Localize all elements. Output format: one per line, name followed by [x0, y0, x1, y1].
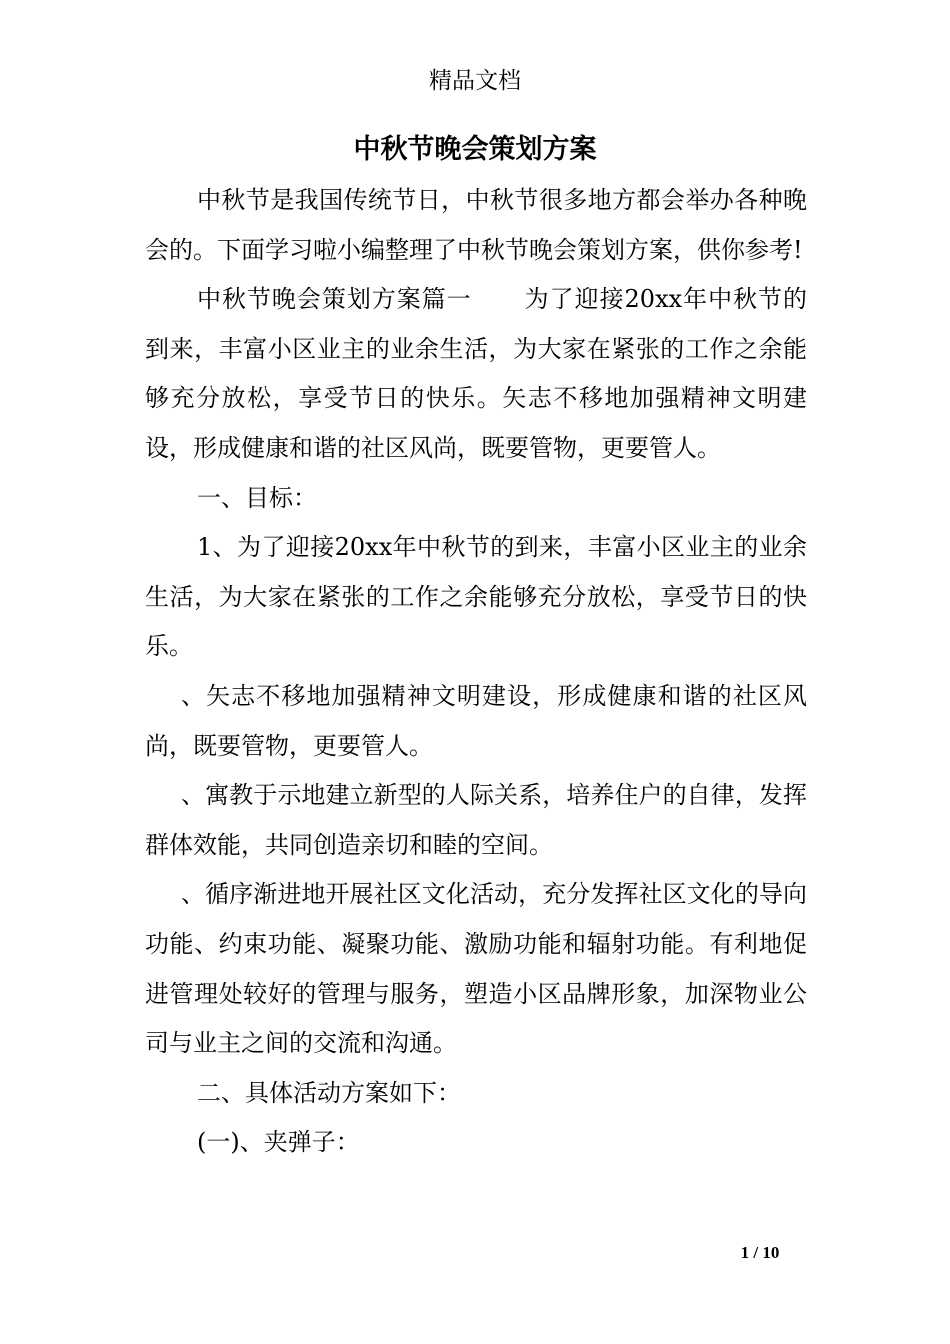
paragraph-intro: 中秋节是我国传统节日，中秋节很多地方都会举办各种晚会的。下面学习啦小编整理了中秋节晚会策划方案，供你参考! [145, 186, 807, 264]
section-heading: 中秋节晚会策划方案篇一 [197, 285, 472, 314]
paragraph-plan-heading: 二、具体活动方案如下： [197, 1078, 461, 1107]
section-text: 为了迎接20xx年中秋节的到来，丰富小区业主的业余生活，为大家在紧张的工作之余能够充分放松，享受节日的快乐。矢志不移地加强精神文明建设，形成健康和谐的社区风尚，既要管物，更要管人。 [145, 285, 808, 462]
page-number: 1 / 10 [740, 1243, 780, 1262]
paragraph-goal-1: 1、为了迎接20xx年中秋节的到来，丰富小区业主的业余生活，为大家在紧张的工作之余能够充分放松，享受节日的快乐。 [145, 533, 807, 661]
document-body [145, 176, 807, 1168]
paragraph-goal-4: 、循序渐进地开展社区文化活动，充分发挥社区文化的导向功能、约束功能、凝聚功能、激励功能和辐射功能。有利地促进管理处较好的管理与服务，塑造小区品牌形象，加深物业公司与业主之间的交流和沟通。 [145, 880, 807, 1058]
page-header: 精品文档 [429, 68, 521, 94]
paragraph-activity-1: (一)、夹弹子： [197, 1128, 360, 1157]
paragraph-section-one [145, 275, 807, 473]
document-title: 中秋节晚会策划方案 [353, 134, 597, 165]
paragraph-goal-heading: 一、目标： [197, 483, 317, 512]
paragraph-goal-3: 、寓教于示地建立新型的人际关系，培养住户的自律，发挥群体效能，共同创造亲切和睦的空间。 [145, 781, 807, 859]
paragraph-goal-2: 、矢志不移地加强精神文明建设，形成健康和谐的社区风尚，既要管物，更要管人。 [145, 681, 807, 760]
